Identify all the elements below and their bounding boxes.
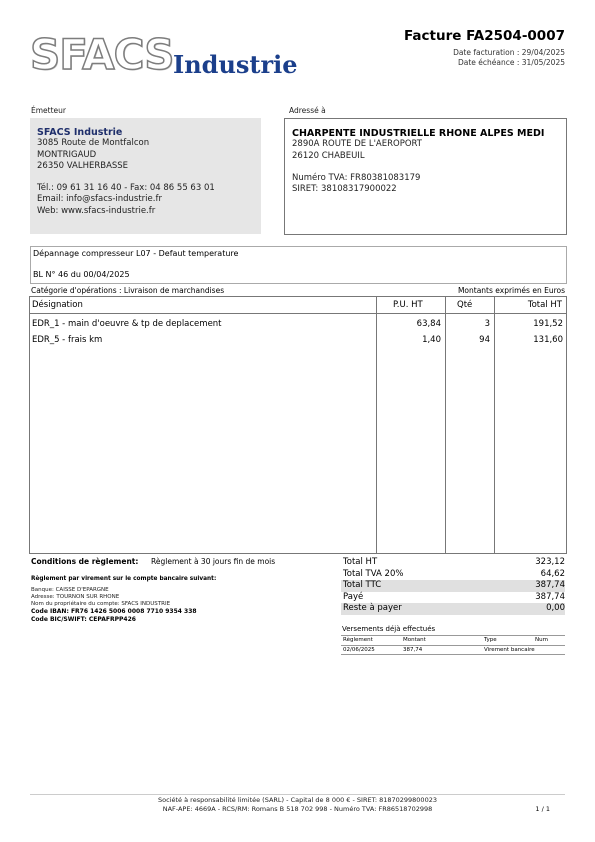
bank-owner: Nom du propriétaire du compte: SFACS INDUSTRIE	[31, 601, 171, 607]
conditions-label: Conditions de règlement:	[31, 557, 139, 566]
total-value: 64,62	[540, 568, 565, 579]
row-total: 131,60	[533, 335, 563, 345]
row-qte: 94	[479, 335, 490, 345]
destinataire-address-line: 2890A ROUTE DE L'AEROPORT	[292, 139, 422, 150]
emetteur-label: Émetteur	[31, 106, 66, 115]
emetteur-address-line: MONTRIGAUD	[37, 149, 97, 160]
emetteur-email: Email: info@sfacs-industrie.fr	[37, 194, 162, 205]
row-designation: EDR_5 - frais km	[32, 335, 103, 345]
date-facturation: Date facturation : 29/04/2025	[453, 48, 565, 57]
column-divider	[376, 297, 377, 553]
destinataire-siret: SIRET: 38108317900022	[292, 184, 397, 195]
header-designation: Désignation	[32, 300, 83, 310]
total-tva-row	[341, 569, 565, 581]
date-echeance: Date échéance : 31/05/2025	[457, 58, 565, 67]
row-pu: 1,40	[422, 335, 441, 345]
destinataire-label: Adressé à	[289, 106, 326, 115]
emetteur-address-line: 26350 VALHERBASSE	[37, 160, 129, 171]
versements-title: Versements déjà effectués	[342, 625, 436, 633]
table-header	[30, 297, 566, 314]
versement-type: Virement bancaire	[484, 646, 535, 653]
emetteur-address-line: 3085 Route de Montfalcon	[37, 138, 150, 149]
row-total: 191,52	[533, 319, 563, 329]
logo-industrie-text: Industrie	[173, 50, 298, 79]
header-pu: P.U. HT	[393, 300, 423, 310]
total-label: Reste à payer	[343, 603, 402, 613]
description-line: Dépannage compresseur L07 - Defaut temperature	[33, 249, 239, 258]
destinataire-box	[284, 118, 567, 235]
total-label: Total HT	[343, 557, 378, 567]
bank-name: Banque: CAISSE D'EPARGNE	[31, 587, 109, 593]
header-total: Total HT	[527, 300, 562, 310]
total-label: Total TVA 20%	[343, 568, 404, 579]
row-pu: 63,84	[416, 319, 441, 329]
header-montant: Montant	[403, 637, 426, 643]
column-divider	[494, 297, 495, 553]
bank-iban: Code IBAN: FR76 1426 5006 0008 7710 9354 338	[31, 608, 197, 615]
versements-table	[341, 635, 565, 655]
versements-header	[341, 636, 565, 646]
emetteur-box	[30, 118, 261, 234]
description-line: BL N° 46 du 00/04/2025	[33, 270, 130, 279]
row-qte: 3	[484, 319, 490, 329]
column-divider	[445, 297, 446, 553]
total-value: 323,12	[535, 557, 565, 567]
total-label: Total TTC	[343, 580, 382, 590]
versement-montant: 387,74	[403, 646, 423, 653]
footer-line: Société à responsabilité limitée (SARL) - Capital de 8 000 € - SIRET: 81870299800023	[158, 796, 437, 804]
description-box	[30, 246, 567, 284]
total-ttc-row	[341, 580, 565, 592]
header-type: Type	[484, 637, 497, 643]
invoice-dates	[453, 48, 565, 68]
total-ht-row	[341, 557, 565, 569]
destinataire-tva: Numéro TVA: FR80381083179	[292, 172, 421, 183]
page-number: 1 / 1	[535, 805, 550, 813]
company-logo	[30, 30, 298, 80]
footer	[0, 796, 595, 814]
paye-row	[341, 592, 565, 604]
destinataire-address-line: 26120 CHABEUIL	[292, 150, 365, 161]
total-label: Payé	[343, 591, 364, 602]
montants-note: Montants exprimés en Euros	[457, 286, 565, 295]
bank-bic: Code BIC/SWIFT: CEPAFRPP426	[31, 616, 136, 623]
footer-line: NAF-APE: 4669A - RCS/RM: Romans B 518 702 998 - Numéro TVA: FR86518702998	[162, 805, 433, 813]
virement-title: Règlement par virement sur le compte bancaire suivant:	[31, 576, 217, 582]
total-value: 387,74	[535, 580, 565, 590]
header-qte: Qté	[457, 300, 473, 310]
invoice-title: Facture FA2504-0007	[404, 28, 565, 44]
items-table	[29, 296, 567, 554]
destinataire-name: CHARPENTE INDUSTRIELLE RHONE ALPES MEDI	[292, 128, 545, 139]
conditions-value: Règlement à 30 jours fin de mois	[151, 557, 276, 566]
total-value: 387,74	[535, 591, 565, 602]
emetteur-web: Web: www.sfacs-industrie.fr	[37, 205, 156, 216]
bank-details	[31, 587, 197, 624]
versement-row	[341, 646, 565, 656]
bank-address: Adresse: TOURNON SUR RHONE	[31, 594, 120, 600]
categorie-operations: Catégorie d'opérations : Livraison de marchandises	[31, 286, 225, 295]
row-designation: EDR_1 - main d'oeuvre & tp de deplacement	[32, 319, 222, 329]
versement-date: 02/06/2025	[343, 646, 375, 653]
reste-a-payer-row	[341, 603, 565, 615]
logo-sfacs-text: SFACS	[30, 30, 174, 79]
emetteur-phone: Tél.: 09 61 31 16 40 - Fax: 04 86 55 63 01	[37, 183, 215, 194]
header-num: Num	[535, 637, 548, 643]
total-value: 0,00	[546, 603, 565, 613]
totals-block	[341, 557, 565, 615]
footer-divider	[30, 794, 565, 795]
header-reglement: Règlement	[343, 637, 373, 643]
emetteur-name: SFACS Industrie	[37, 127, 123, 138]
